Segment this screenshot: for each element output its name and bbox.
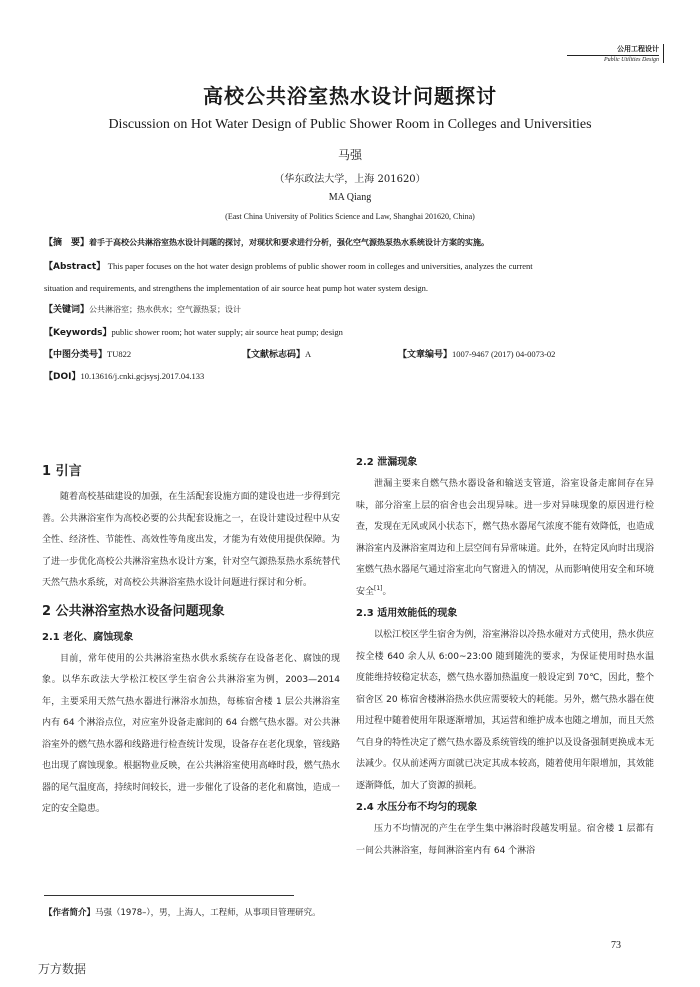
page-number: 73 bbox=[611, 940, 621, 951]
clc-value: TU822 bbox=[107, 349, 132, 359]
section-2-title: 2 公共淋浴室热水设备问题现象 bbox=[42, 603, 225, 619]
reference-1[interactable]: [1] bbox=[374, 584, 383, 592]
paper-title: 高校公共浴室热水设计问题探讨 bbox=[203, 84, 497, 108]
wanfang-watermark: 万方数据 bbox=[38, 962, 87, 976]
affiliation-en: (East China University of Politics Science and Law, Shanghai 201620, China) bbox=[225, 212, 475, 221]
article-number-value: 1007-9467 (2017) 04-0073-02 bbox=[452, 349, 556, 359]
section-2-4-paragraph: 压力不均情况的产生在学生集中淋浴时段越发明显。宿舍楼 1 层都有一间公共淋浴室，每间淋浴室内有 64 个淋浴 bbox=[356, 824, 654, 856]
section-2-2-end: 。 bbox=[382, 586, 392, 597]
keywords-cn bbox=[44, 304, 658, 316]
abstract-en-line1: This paper focuses on the hot water design problems of public shower room in colleges and universities, analyzes the current bbox=[107, 261, 533, 271]
section-2-4-title: 2.4 水压分布不均匀的现象 bbox=[356, 802, 478, 813]
abstract-cn bbox=[44, 236, 658, 249]
doc-code-tag: 【文献标志码】 bbox=[242, 350, 306, 360]
section-2-2-title: 2.2 泄漏现象 bbox=[356, 457, 418, 468]
abstract-en bbox=[44, 260, 658, 273]
paper-subtitle: Discussion on Hot Water Design of Public Shower Room in Colleges and Universities bbox=[108, 117, 592, 132]
author-bio bbox=[44, 906, 344, 918]
section-1-paragraph: 随着高校基础建设的加强，在生活配套设施方面的建设也进一步得到完善。公共淋浴室作为高校必要的公共配套设施之一，在设计建设过程中从安全性、经济性、节能性、高效性等角度出发，才能为有效使用提供保障。为了进一步优化高校公共淋浴室热水设计方案，针对空气源热泵热水系统替代天然气热水系统，对高校公共淋浴室热水设计问题进行探讨和分析。 bbox=[42, 492, 340, 588]
section-2-3-paragraph: 以松江校区学生宿舍为例，浴室淋浴以冷热水碰对方式使用，热水供应按全楼 640 余人从 6:00~23:00 随到随洗的要求，为保证使用时热水温度能维持较稳定状态，燃气热水器加热温度一般设定到 70℃，因此，整个宿舍区 20 栋宿舍楼淋浴热水供应需要较大的耗能。另外，燃气热水器在使用过程中随着使用年限逐渐增加，其运营和维护成本也随之增加，而且天然气自身的特性决定了燃气热水器及系统管线的维护以及设备强制更换成本无法减少。仅从前述两方面就已决定其成本较高，随着使用年限增加，其效能逐渐降低，加大了资源的损耗。 bbox=[356, 630, 654, 791]
abstract-en-line2: situation and requirements, and strengthens the implementation of air source heat pump hot water system design. bbox=[44, 283, 429, 293]
author-bio-text: 马强（1978–），男，上海人，工程师，从事项目管理研究。 bbox=[95, 908, 321, 918]
journal-header bbox=[567, 44, 664, 63]
affiliation-cn: （华东政法大学，上海 201620） bbox=[274, 174, 426, 185]
keywords-en bbox=[44, 326, 658, 339]
keywords-en-tag: 【Keywords】 bbox=[44, 328, 112, 338]
left-column bbox=[42, 455, 340, 821]
section-1-title: 1 引言 bbox=[42, 464, 82, 479]
journal-name-en: Public Utilities Design bbox=[604, 57, 659, 63]
section-2-1-paragraph: 目前，常年使用的公共淋浴室热水供水系统存在设备老化、腐蚀的现象。以华东政法大学松江校区学生宿舍公共淋浴室为例，2003—2014 年，主要采用天然气热水器进行淋浴水加热，每栋宿舍楼 1 层公共淋浴室内有 64 个淋浴点位，对应室外设备走廊间的 64 台燃气热水器。对公共淋浴室外的燃气热水器和线路进行检查统计发现，设备存在老化现象，管线路也出现了腐蚀现象。根据物业反映，在公共淋浴室使用高峰时段，燃气热水器的尾气温度高，持续时间较长，进一步催化了设备的老化和腐蚀，造成一定的安全隐患。 bbox=[42, 653, 340, 814]
author-cn: 马强 bbox=[337, 148, 362, 162]
keywords-cn-text: 公共淋浴室；热水供水；空气源热泵；设计 bbox=[89, 305, 242, 314]
doi-tag: 【DOI】 bbox=[44, 372, 81, 382]
abstract-cn-text: 着手于高校公共淋浴室热水设计问题的探讨，对现状和要求进行分析，强化空气源热泵热水系统设计方案的实施。 bbox=[89, 237, 490, 247]
article-number-tag: 【文章编号】 bbox=[398, 350, 453, 360]
doc-code-value: A bbox=[305, 349, 312, 359]
section-2-2-text: 泄漏主要来自燃气热水器设备和输送支管道，浴室设备走廊间存在异味，部分浴室上层的宿舍也会出现异味。进一步对异味现象的原因进行检查，发现在无风或风小状态下，燃气热水器尾气浓度不能有效降低，也造成淋浴室内及淋浴室周边和上层空间有异常味道。此外，在特定风向时出现浴室燃气热水器尾气通过浴室北向气窗进入的情况，从而影响使用安全和环境安全 bbox=[356, 479, 654, 597]
keywords-en-text: public shower room; hot water supply; air source heat pump; design bbox=[111, 327, 343, 337]
section-2-1-title: 2.1 老化、腐蚀现象 bbox=[42, 631, 134, 643]
right-column bbox=[356, 452, 654, 862]
abstract-cn-tag: 【摘 要】 bbox=[44, 238, 90, 248]
footnote-divider bbox=[44, 895, 294, 896]
author-bio-tag: 【作者简介】 bbox=[44, 908, 96, 918]
doi-row bbox=[44, 370, 658, 383]
author-en: MA Qiang bbox=[328, 192, 372, 203]
section-2-3-title: 2.3 适用效能低的现象 bbox=[356, 608, 458, 619]
section-2-2-paragraph bbox=[356, 474, 654, 603]
keywords-cn-tag: 【关键词】 bbox=[44, 305, 90, 315]
doi-value: 10.13616/j.cnki.gcjsysj.2017.04.133 bbox=[80, 371, 205, 381]
abstract-en-tag: 【Abstract】 bbox=[44, 262, 106, 272]
clc-tag: 【中图分类号】 bbox=[44, 350, 108, 360]
journal-name-cn: 公用工程设计 bbox=[567, 44, 659, 56]
